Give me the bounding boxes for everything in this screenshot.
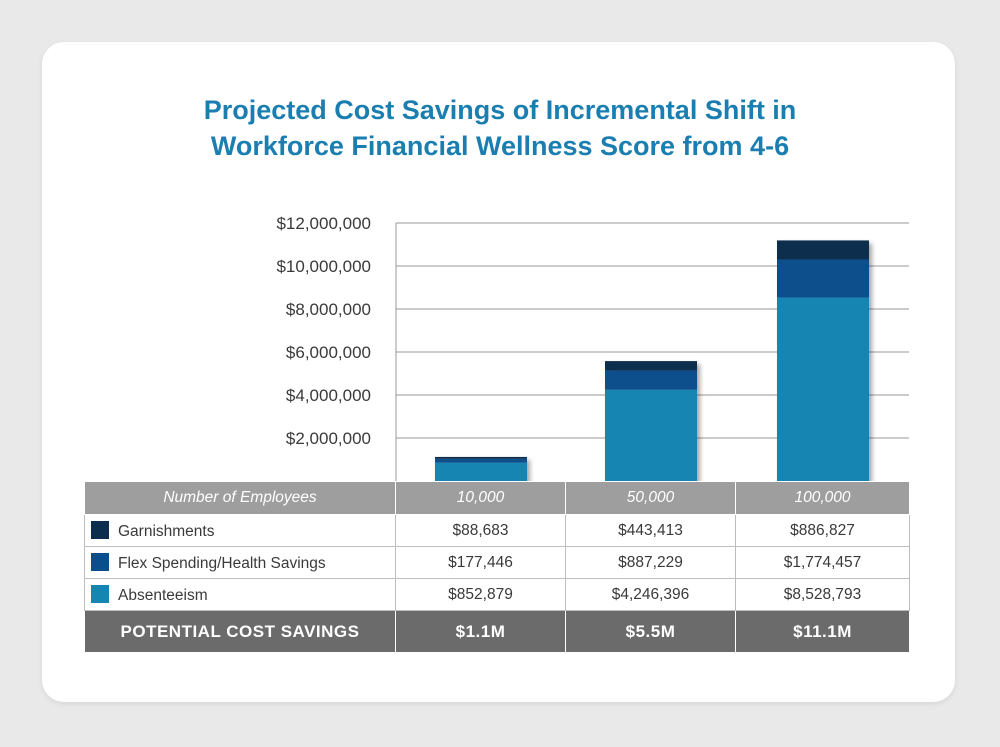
chart-title-line-1: Projected Cost Savings of Incremental Shift in — [203, 95, 797, 125]
category-label: 50,000 — [566, 482, 736, 515]
category-label: 100,000 — [736, 482, 910, 515]
series-name: Flex Spending/Health Savings — [118, 554, 326, 572]
y-tick-label: $2,000,000 — [285, 429, 371, 448]
data-cell: $886,827 — [736, 515, 910, 547]
legend-swatch-absenteeism — [91, 585, 109, 603]
bar-stack — [435, 457, 527, 481]
table-row-garnishments — [85, 515, 910, 547]
series-name: Garnishments — [118, 522, 215, 540]
data-table — [84, 481, 910, 653]
table-row-flex-spending — [85, 547, 910, 579]
category-header: Number of Employees — [85, 482, 396, 515]
legend-swatch-garnishments — [91, 521, 109, 539]
data-cell: $852,879 — [396, 579, 566, 611]
bar-segment — [605, 371, 697, 390]
bar-segment — [777, 298, 869, 481]
bar-stack — [777, 240, 869, 481]
data-cell: $443,413 — [566, 515, 736, 547]
series-name: Absenteeism — [118, 586, 208, 604]
bar-stack — [605, 361, 697, 481]
data-cell: $1,774,457 — [736, 547, 910, 579]
chart-title-line-2: Workforce Financial Wellness Score from 4-6 — [210, 131, 790, 161]
totals-label: POTENTIAL COST SAVINGS — [85, 611, 396, 653]
category-label: 10,000 — [396, 482, 566, 515]
table-row-absenteeism — [85, 579, 910, 611]
data-cell: $4,246,396 — [566, 579, 736, 611]
total-cell: $1.1M — [396, 611, 566, 653]
table-header-row — [85, 482, 910, 515]
bar-segment — [435, 459, 527, 463]
y-tick-label: $4,000,000 — [285, 386, 371, 405]
data-cell: $177,446 — [396, 547, 566, 579]
bar-segment — [777, 240, 869, 259]
bar-segment — [777, 259, 869, 297]
y-tick-label: $6,000,000 — [285, 343, 371, 362]
data-cell: $887,229 — [566, 547, 736, 579]
bar-segment — [605, 361, 697, 371]
table-row-totals — [85, 611, 910, 653]
y-tick-label: $10,000,000 — [276, 257, 371, 276]
total-cell: $11.1M — [736, 611, 910, 653]
bar-segment — [435, 457, 527, 459]
legend-swatch-flex-spending — [91, 553, 109, 571]
data-cell: $88,683 — [396, 515, 566, 547]
bar-segment — [435, 463, 527, 481]
total-cell: $5.5M — [566, 611, 736, 653]
data-cell: $8,528,793 — [736, 579, 910, 611]
y-tick-label: $8,000,000 — [285, 300, 371, 319]
y-tick-label: $12,000,000 — [276, 214, 371, 233]
bar-segment — [605, 390, 697, 481]
